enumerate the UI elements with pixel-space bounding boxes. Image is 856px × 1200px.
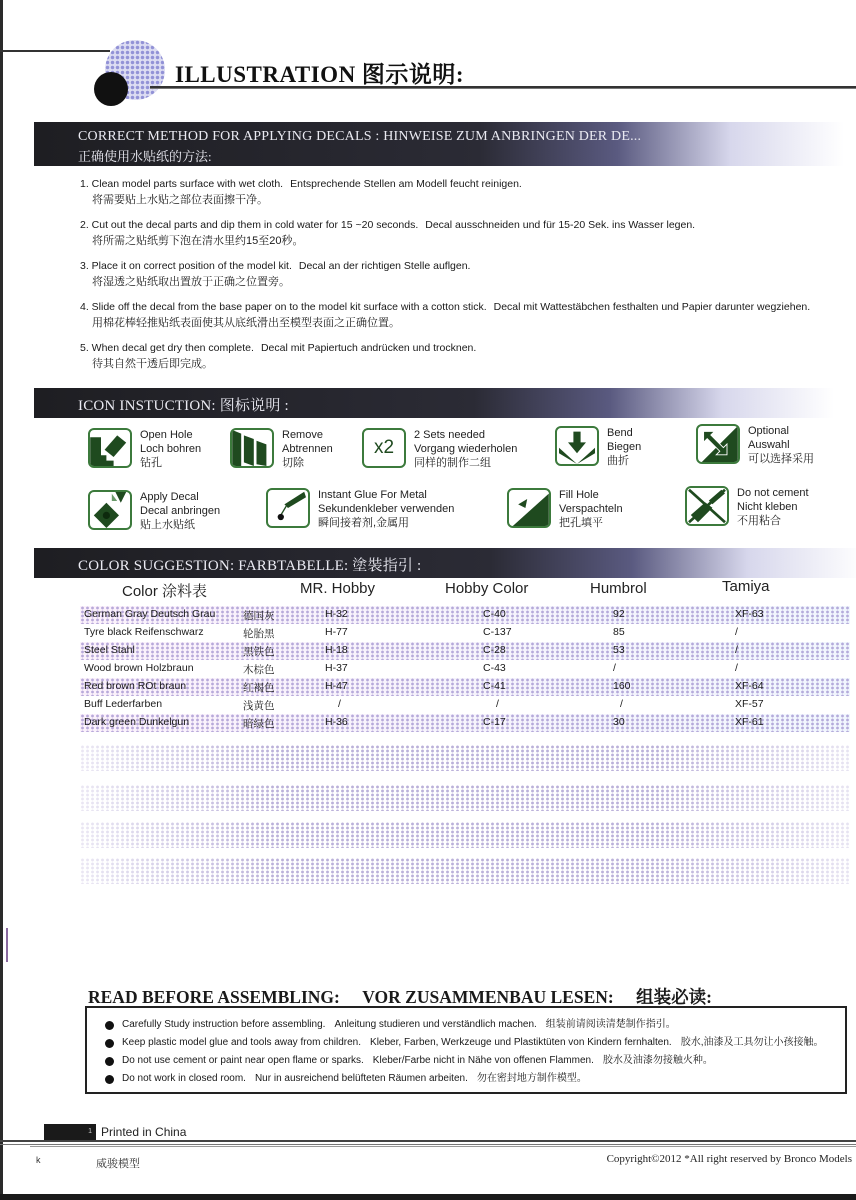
icon-label-de: Vorgang wiederholen [414, 443, 518, 455]
cell-tamiya: XF-61 [735, 716, 764, 728]
decal-step [80, 217, 850, 249]
color-section-header [34, 548, 856, 578]
scan-mark [6, 928, 8, 962]
icon-legend-apply-decal [88, 490, 220, 532]
table-row [80, 642, 850, 660]
halftone-band [80, 745, 850, 771]
column-header-mr-hobby: MR. Hobby [300, 580, 376, 597]
icon-label-zh: 同样的制作二组 [414, 457, 491, 469]
icon-label-en: Apply Decal [140, 491, 199, 503]
decal-steps-list [80, 176, 850, 381]
cell-humbrol: / [613, 662, 616, 674]
bullet-icon [105, 1021, 114, 1030]
step-en: 1. Clean model parts surface with wet cloth. [80, 178, 284, 190]
decal-step [80, 258, 850, 290]
step-zh: 将所需之贴纸剪下泡在清水里约15至20秒。 [92, 235, 304, 247]
cell-mr-hobby: / [338, 698, 341, 710]
cell-mr-hobby: H-36 [325, 716, 348, 728]
warning-de: Anleitung studieren und verständlich machen. [334, 1019, 537, 1030]
icon-legend-fill-hole [507, 488, 623, 530]
icon-label-de: Abtrennen [282, 443, 333, 455]
cell-humbrol: 85 [613, 626, 625, 638]
step-zh: 将湿透之贴纸取出置放于正确之位置旁。 [92, 276, 290, 288]
warning-en: Carefully Study instruction before assembling. [122, 1019, 326, 1030]
cell-humbrol: 30 [613, 716, 625, 728]
cell-color-zh: 红褐色 [243, 682, 275, 694]
bullet-icon [105, 1075, 114, 1084]
icon-label-zh: 钻孔 [140, 457, 162, 469]
icon-label-zh: 瞬间接着剂,金属用 [318, 517, 410, 529]
warning-en: Keep plastic model glue and tools away from children. [122, 1037, 362, 1048]
header-rule [150, 86, 856, 89]
read-title-en: READ BEFORE ASSEMBLING: [88, 987, 340, 1007]
icon-label-en: Optional [748, 425, 789, 437]
do-not-cement-icon [685, 486, 729, 526]
icon-label-de: Sekundenkleber verwenden [318, 503, 455, 515]
cell-mr-hobby: H-47 [325, 680, 348, 692]
warning-zh: 胶水及油漆勿接触火种。 [602, 1055, 713, 1066]
warning-en: Do not work in closed room. [122, 1073, 246, 1084]
icon-label-en: Fill Hole [559, 489, 599, 501]
table-row [80, 624, 850, 642]
cell-mr-hobby: H-37 [325, 662, 348, 674]
color-section-title: COLOR SUGGESTION: FARBTABELLE: 塗裝指引 : [78, 558, 422, 574]
decal-step [80, 299, 850, 331]
cell-hobby-color: C-43 [483, 662, 506, 674]
icon-label-zh: 贴上水贴纸 [140, 519, 195, 531]
table-row [80, 606, 850, 624]
scan-edge [0, 0, 3, 1200]
cell-hobby-color: C-41 [483, 680, 506, 692]
warning-item [105, 1016, 845, 1034]
cell-color-zh: 德国灰 [243, 610, 275, 622]
read-title-zh: 组装必读: [636, 987, 712, 1007]
black-circle-icon [94, 72, 128, 106]
icon-legend-bend [555, 426, 641, 468]
page-number: 1 [88, 1128, 92, 1135]
cell-color-zh: 暗绿色 [243, 718, 275, 730]
step-de: Decal an der richtigen Stelle auflgen. [298, 260, 471, 272]
table-row [80, 696, 850, 714]
instant-glue-icon [266, 488, 310, 528]
copyright-text: Copyright©2012 *All right reserved by Bronco Models [606, 1153, 852, 1165]
icon-section-title: ICON INSTUCTION: 图标说明 : [78, 398, 289, 414]
footer-mark: k [36, 1155, 41, 1165]
cell-color-name: Dark green Dunkelgun [84, 716, 190, 728]
page-title: ILLUSTRATION 图示说明: [175, 62, 465, 87]
column-header-tamiya: Tamiya [722, 578, 770, 595]
cell-tamiya: XF-57 [735, 698, 764, 710]
decal-section-title-zh: 正确使用水贴纸的方法: [78, 149, 212, 164]
cell-color-name: German Gray Deutsch Grau [84, 608, 216, 620]
icon-legend-instant-glue [266, 488, 454, 530]
cell-humbrol: / [620, 698, 623, 710]
icon-label-zh: 曲折 [607, 455, 629, 467]
cell-tamiya: / [735, 644, 738, 656]
step-zh: 将需要贴上水贴之部位表面擦干净。 [92, 194, 268, 206]
remove-icon [230, 428, 274, 468]
cell-humbrol: 92 [613, 608, 625, 620]
cell-hobby-color: C-28 [483, 644, 506, 656]
header-rule-left [0, 50, 110, 52]
step-de: Decal mit Wattestäbchen festhalten und Papier darunter wegziehen. [493, 301, 811, 313]
cell-color-zh: 木棕色 [243, 664, 275, 676]
open-hole-icon [88, 428, 132, 468]
cell-tamiya: / [735, 626, 738, 638]
warning-en: Do not use cement or paint near open flame or sparks. [122, 1055, 364, 1066]
cell-humbrol: 53 [613, 644, 625, 656]
fill-hole-icon [507, 488, 551, 528]
halftone-band [80, 785, 850, 811]
warning-zh: 胶水,油漆及工具勿让小孩接触。 [680, 1037, 824, 1048]
step-en: 4. Slide off the decal from the base paper on to the model kit surface with a cotton stick. [80, 301, 487, 313]
brand-name-zh: 威骏模型 [96, 1158, 140, 1170]
step-de: Entsprechende Stellen am Modell feucht reinigen. [290, 178, 522, 190]
step-en: 5. When decal get dry then complete. [80, 342, 254, 354]
cell-color-zh: 黑铁色 [243, 646, 275, 658]
icon-label-de: Nicht kleben [737, 501, 798, 513]
cell-color-name: Tyre black Reifenschwarz [84, 626, 204, 638]
cell-humbrol: 160 [613, 680, 631, 692]
column-header-humbrol: Humbrol [590, 580, 647, 597]
cell-mr-hobby: H-77 [325, 626, 348, 638]
bullet-icon [105, 1039, 114, 1048]
cell-hobby-color: C-137 [483, 626, 512, 638]
icon-label-zh: 把孔填平 [559, 517, 603, 529]
optional-icon [696, 424, 740, 464]
cell-tamiya: XF-64 [735, 680, 764, 692]
cell-color-zh: 浅黄色 [243, 700, 275, 712]
decal-step [80, 340, 850, 372]
read-title-de: VOR ZUSAMMENBAU LESEN: [362, 987, 614, 1007]
two-sets-icon [362, 428, 406, 468]
warning-de: Nur in ausreichend belüfteten Räumen arbeiten. [254, 1073, 468, 1084]
icon-label-zh: 可以选择采用 [748, 453, 814, 465]
column-header-color: Color 涂料表 [122, 583, 208, 600]
icon-label-zh: 切除 [282, 457, 304, 469]
icon-label-de: Decal anbringen [140, 505, 221, 517]
cell-hobby-color: C-17 [483, 716, 506, 728]
step-de: Decal mit Papiertuch andrücken und trocknen. [260, 342, 477, 354]
step-de: Decal ausschneiden und für 15-20 Sek. ins Wasser legen. [425, 219, 696, 231]
icon-section-header [34, 388, 834, 418]
cell-hobby-color: / [496, 698, 499, 710]
cell-color-name: Red brown ROt braun [84, 680, 187, 692]
footer-rule [0, 1140, 856, 1145]
halftone-band [80, 822, 850, 848]
read-before-box [85, 1006, 847, 1094]
icon-label-en: 2 Sets needed [414, 429, 485, 441]
warning-item [105, 1070, 845, 1088]
icon-label-en: Open Hole [140, 429, 193, 441]
cell-color-name: Steel Stahl [84, 644, 135, 656]
footer-rule-thin [30, 1146, 856, 1147]
table-row [80, 714, 850, 732]
step-en: 2. Cut out the decal parts and dip them in cold water for 15 ~20 seconds. [80, 219, 419, 231]
cell-mr-hobby: H-18 [325, 644, 348, 656]
cell-color-zh: 轮胎黑 [243, 628, 275, 640]
icon-legend-optional [696, 424, 814, 466]
icon-label-en: Instant Glue For Metal [318, 489, 427, 501]
icon-label-de: Loch bohren [140, 443, 202, 455]
apply-decal-icon [88, 490, 132, 530]
cell-hobby-color: C-40 [483, 608, 506, 620]
icon-label-zh: 不用粘合 [737, 515, 781, 527]
warning-de: Kleber/Farbe nicht in Nähe von offenen Flammen. [372, 1055, 594, 1066]
bend-icon [555, 426, 599, 466]
icon-label-en: Do not cement [737, 487, 809, 499]
warning-de: Kleber, Farben, Werkzeuge und Plastiktüten von Kindern fernhalten. [370, 1037, 672, 1048]
warning-zh: 勿在密封地方制作模型。 [476, 1073, 587, 1084]
warning-item [105, 1052, 845, 1070]
scan-bottom-edge [0, 1194, 856, 1200]
icon-legend-do-not-cement [685, 486, 809, 528]
bullet-icon [105, 1057, 114, 1066]
table-row [80, 678, 850, 696]
icon-label-en: Remove [282, 429, 323, 441]
icon-label-de: Verspachteln [559, 503, 623, 515]
two-sets-glyph: x2 [373, 437, 395, 458]
table-row [80, 660, 850, 678]
icon-label-de: Auswahl [748, 439, 790, 451]
column-header-hobby-color: Hobby Color [445, 580, 529, 597]
icon-legend-open-hole [88, 428, 201, 470]
printed-in-label: Printed in China [101, 1125, 187, 1139]
cell-tamiya: XF-63 [735, 608, 764, 620]
icon-legend-remove [230, 428, 333, 470]
decal-section-title: CORRECT METHOD FOR APPLYING DECALS : HINWEISE ZUM ANBRINGEN DER DE... [78, 129, 642, 144]
decal-step [80, 176, 850, 208]
decal-section-header [34, 122, 844, 166]
icon-legend-two-sets [362, 428, 517, 470]
warning-zh: 组装前请阅读清楚制作指引。 [545, 1019, 676, 1030]
icon-label-de: Biegen [607, 441, 642, 453]
step-en: 3. Place it on correct position of the model kit. [80, 260, 292, 272]
halftone-band [80, 858, 850, 884]
icon-label-en: Bend [607, 427, 633, 439]
step-zh: 用棉花棒轻推贴纸表面使其从底纸滑出至模型表面之正确位置。 [92, 317, 400, 329]
step-zh: 待其自然干透后即完成。 [92, 358, 213, 370]
cell-tamiya: / [735, 662, 738, 674]
cell-mr-hobby: H-32 [325, 608, 348, 620]
warning-item [105, 1034, 845, 1052]
cell-color-name: Wood brown Holzbraun [84, 662, 194, 674]
cell-color-name: Buff Lederfarben [84, 698, 163, 710]
